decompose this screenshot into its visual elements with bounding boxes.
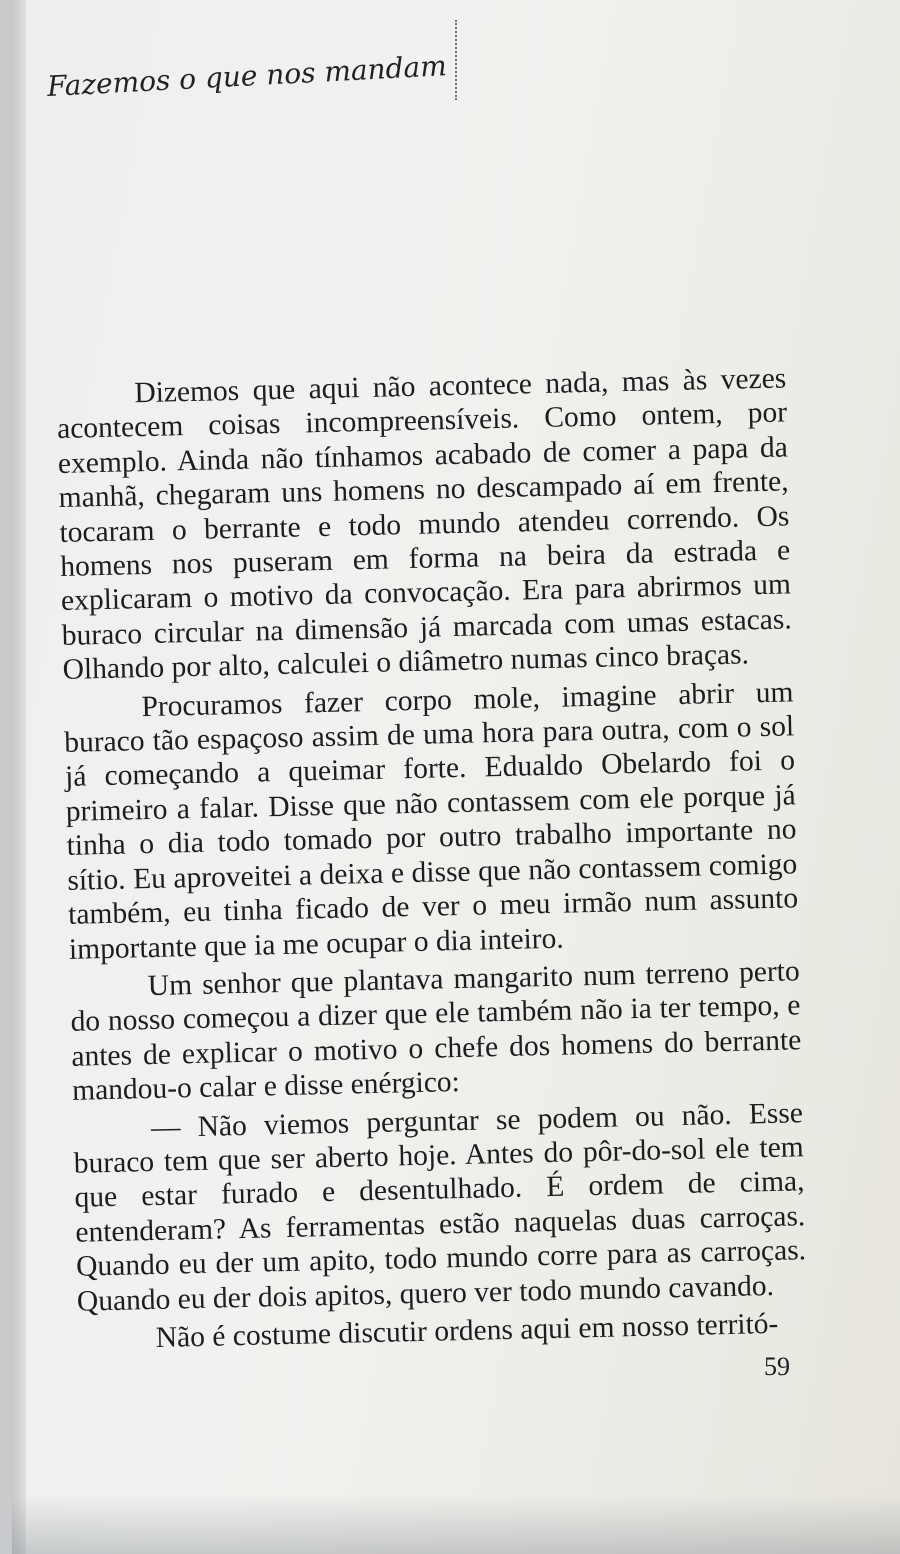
paragraph-5: Não é costume discutir ordens aqui em nosso territó-	[155, 1307, 779, 1354]
tape-mark	[455, 20, 460, 100]
paragraph-3: Um senhor que plantava mangarito num terreno perto do nosso começou a dizer que ele também não ia ter tempo, e antes de explicar o motivo o chefe dos homens do berrante mandou-o calar e disse enérgico:	[70, 955, 802, 1107]
page-number: 59	[764, 1352, 790, 1381]
page-shadow	[12, 1494, 900, 1554]
book-page	[12, 0, 900, 1554]
paragraph-1: Dizemos que aqui não acontece nada, mas às vezes acontecem coisas incompreensíveis. Como ontem, por exemplo. Ainda não tínhamos acabado de comer a papa da manhã, chegaram uns homens no descampado aí em frente, tocaram o berrante e todo mundo atendeu correndo. Os homens nos puseram em forma na beira da estrada e explicaram o motivo da convocação. Era para abrirmos um buraco circular na dimensão já marcada com umas estacas. Olhando por alto, calculei o diâmetro numas cinco braças.	[56, 362, 793, 687]
page-edge	[12, 0, 26, 1554]
paragraph-2: Procuramos fazer corpo mole, imagine abrir um buraco tão espaçoso assim de uma hora para outra, com o sol já começando a queimar forte. Edualdo Obelardo foi o primeiro a falar. Disse que não contassem com ele porque já tinha o dia todo tomado por outro trabalho importante no sítio. Eu aproveitei a deixa e disse que não contassem comigo também, eu tinha ficado de ver o meu irmão num assunto importante que ia me ocupar o dia inteiro.	[63, 676, 799, 966]
paragraph-4-dialogue: — Não viemos perguntar se podem ou não. Esse buraco tem que ser aberto hoje. Antes do pôr-do-sol ele tem que estar furado e desentulhado. É ordem de cima, entenderam? As ferramentas estão naquelas duas carroças. Quando eu der um apito, todo mundo corre para as carroças. Quando eu der dois apitos, quero ver todo mundo cavando.	[73, 1096, 807, 1318]
running-title: Fazemos o que nos mandam	[46, 49, 448, 103]
body-text	[56, 361, 808, 1357]
